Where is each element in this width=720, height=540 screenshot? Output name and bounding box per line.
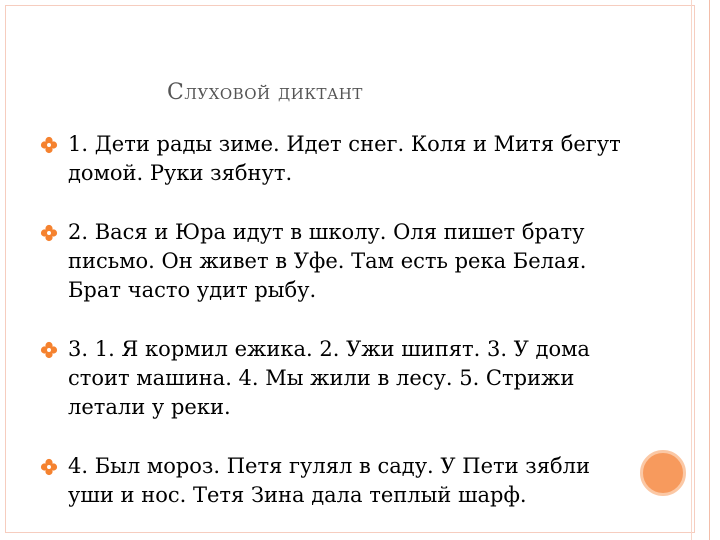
decorative-circle (640, 450, 686, 496)
slide-title: Слуховой диктант (167, 80, 363, 105)
list-item-text: 4. Был мороз. Петя гулял в саду. У Пети зябли уши и нос. Тетя Зина дала теплый шарф. (68, 454, 590, 507)
bullet-list (40, 130, 640, 540)
frame-line (709, 0, 710, 540)
list-item-text: 3. 1. Я кормил ежика. 2. Ужи шипят. 3. У дома стоит машина. 4. Мы жили в лесу. 5. Стрижи летали у реки. (68, 337, 590, 419)
list-item (40, 218, 640, 305)
flower-bullet-icon (40, 136, 58, 154)
flower-bullet-icon (40, 458, 58, 476)
list-item (40, 452, 640, 510)
frame-line (691, 0, 692, 540)
flower-bullet-icon (40, 341, 58, 359)
list-item (40, 335, 640, 422)
flower-bullet-icon (40, 224, 58, 242)
list-item-text: 1. Дети рады зиме. Идет снег. Коля и Митя бегут домой. Руки зябнут. (68, 132, 621, 185)
list-item-text: 2. Вася и Юра идут в школу. Оля пишет брату письмо. Он живет в Уфе. Там есть река Белая. Брат часто удит рыбу. (68, 220, 587, 302)
list-item (40, 130, 640, 188)
